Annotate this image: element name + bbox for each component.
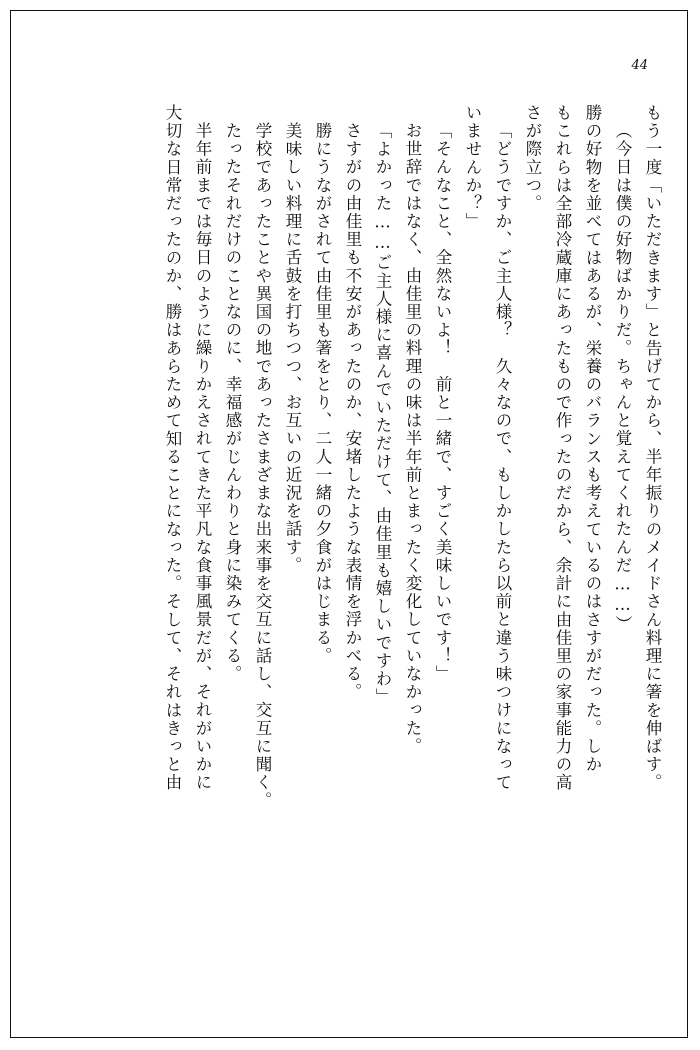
vertical-text-body	[40, 104, 660, 984]
text-line: 「よかった……ご主人様に喜んでいただけて、由佳里も嬉しいですわ」	[373, 122, 392, 707]
text-line: 「そんなこと、全然ないよ！ 前と一緒で、すごく美味しいです！」	[433, 122, 452, 684]
text-line: もう一度「いただきます」と告げてから、半年振りのメイドさん料理に箸を伸ばす。	[643, 104, 662, 792]
text-line: もこれらは全部冷蔵庫にあったもので作ったのだから、余計に由佳里の家事能力の高	[553, 104, 572, 792]
text-line: 半年前までは毎日のように繰りかえされてきた平凡な食事風景だが、それがいかに	[193, 122, 212, 792]
text-line: 勝の好物を並べてはあるが、栄養のバランスも考えているのはさすがだった。しか	[583, 104, 602, 774]
text-line: 大切な日常だったのか、勝はあらためて知ることになった。そして、それはきっと由	[163, 104, 182, 792]
text-line: さすがの由佳里も不安があったのか、安堵したような表情を浮かべる。	[343, 122, 362, 702]
text-line: さが際立つ。	[523, 104, 542, 213]
text-line: たったそれだけのことなのに、幸福感がじんわりと身に染みてくる。	[223, 122, 242, 684]
page-number: 44	[631, 58, 648, 73]
text-line: 「どうですか、ご主人様？ 久々なので、もしかしたら以前と違う味つけになって	[493, 122, 512, 792]
text-line: 勝にうながされて由佳里も箸をとり、二人一緒の夕食がはじまる。	[313, 122, 332, 665]
text-line: いませんか？」	[463, 104, 482, 231]
text-line: 学校であったことや異国の地であったさまざまな出来事を交互に話し、交互に聞く。	[253, 122, 272, 810]
text-line: （今日は僕の好物ばかりだ。ちゃんと覚えてくれたんだ……）	[613, 122, 632, 634]
text-line: 美味しい料理に舌鼓を打ちつつ、お互いの近況を話す。	[283, 122, 302, 575]
text-line: お世辞ではなく、由佳里の料理の味は半年前とまったく変化していなかった。	[403, 122, 422, 756]
